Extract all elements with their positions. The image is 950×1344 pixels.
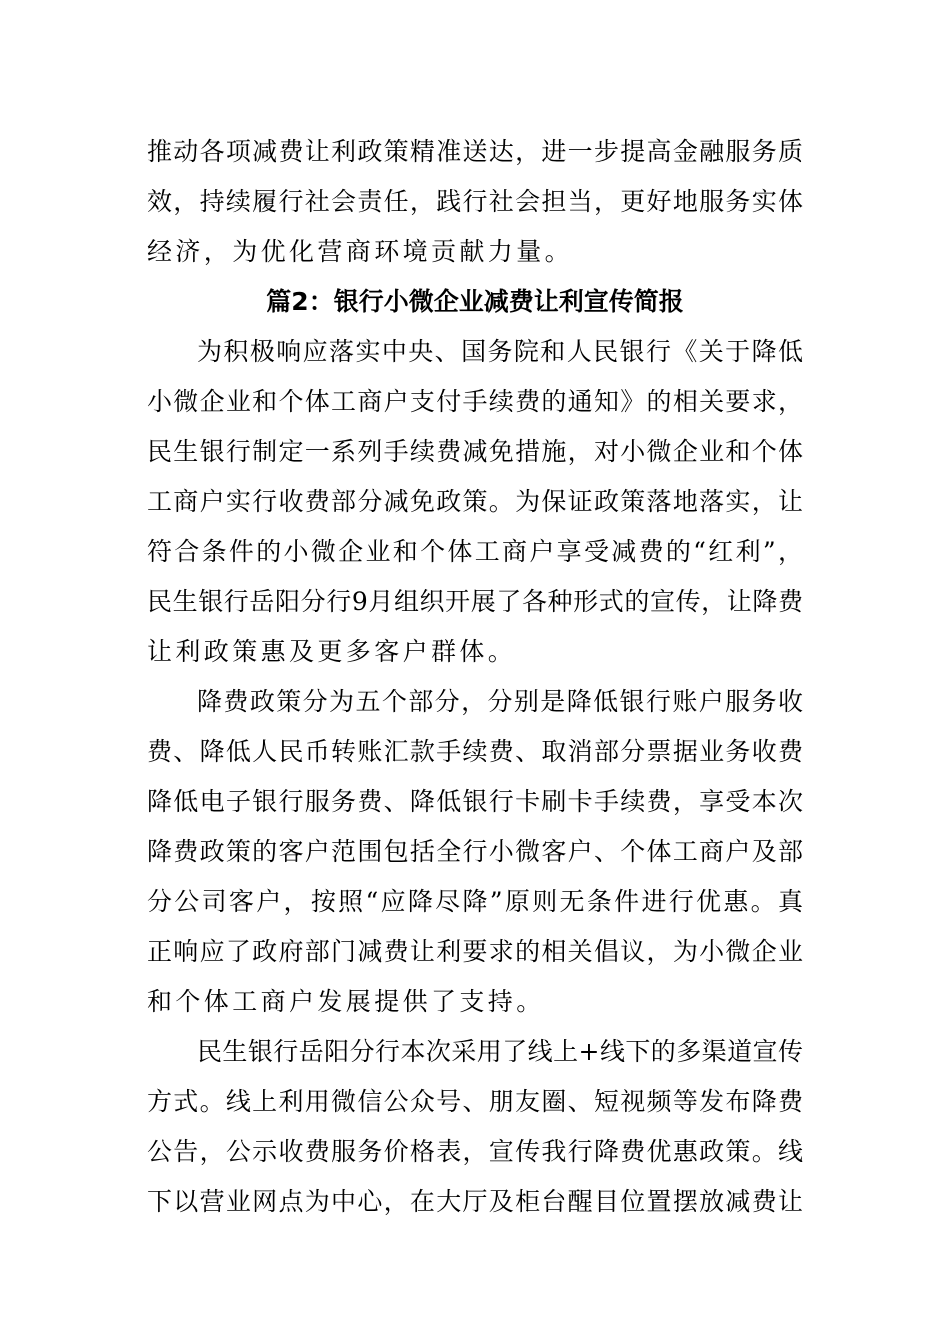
intro-line: 效，持续履行社会责任，践行社会担当，更好地服务实体 xyxy=(147,187,803,216)
paragraph2-line: 费、降低人民币转账汇款手续费、取消部分票据业务收费 xyxy=(147,737,803,766)
paragraph1-line: 民生银行岳阳分行9月组织开展了各种形式的宣传，让降费 xyxy=(147,587,803,616)
paragraph1-line: 符合条件的小微企业和个体工商户享受减费的“红利”， xyxy=(147,537,803,566)
paragraph2-line: 降费政策分为五个部分，分别是降低银行账户服务收 xyxy=(197,687,803,716)
paragraph3-line: 公告，公示收费服务价格表，宣传我行降费优惠政策。线 xyxy=(147,1137,803,1166)
paragraph3-line: 方式。线上利用微信公众号、朋友圈、短视频等发布降费 xyxy=(147,1087,803,1116)
paragraph3-line: 下以营业网点为中心，在大厅及柜台醒目位置摆放减费让 xyxy=(147,1187,803,1216)
paragraph3-line: 民生银行岳阳分行本次采用了线上+线下的多渠道宣传 xyxy=(197,1037,803,1066)
paragraph2-line: 降低电子银行服务费、降低银行卡刷卡手续费，享受本次 xyxy=(147,787,803,816)
paragraph2-line: 分公司客户，按照“应降尽降”原则无条件进行优惠。真 xyxy=(147,887,803,916)
section-title: 篇2：银行小微企业减费让利宣传简报 xyxy=(266,287,684,316)
paragraph1-line: 让利政策惠及更多客户群体。 xyxy=(147,637,517,666)
paragraph1-line: 小微企业和个体工商户支付手续费的通知》的相关要求， xyxy=(147,387,803,416)
paragraph1-line: 工商户实行收费部分减免政策。为保证政策落地落实，让 xyxy=(147,487,803,516)
paragraph1-line: 民生银行制定一系列手续费减免措施，对小微企业和个体 xyxy=(147,437,803,466)
paragraph1-line: 为积极响应落实中央、国务院和人民银行《关于降低 xyxy=(197,337,803,366)
intro-line: 经济，为优化营商环境贡献力量。 xyxy=(147,237,574,266)
paragraph2-line: 正响应了政府部门减费让利要求的相关倡议，为小微企业 xyxy=(147,937,803,966)
intro-line: 推动各项减费让利政策精准送达，进一步提高金融服务质 xyxy=(147,137,803,166)
paragraph2-line: 降费政策的客户范围包括全行小微客户、个体工商户及部 xyxy=(147,837,803,866)
paragraph2-line: 和个体工商户发展提供了支持。 xyxy=(147,987,545,1016)
